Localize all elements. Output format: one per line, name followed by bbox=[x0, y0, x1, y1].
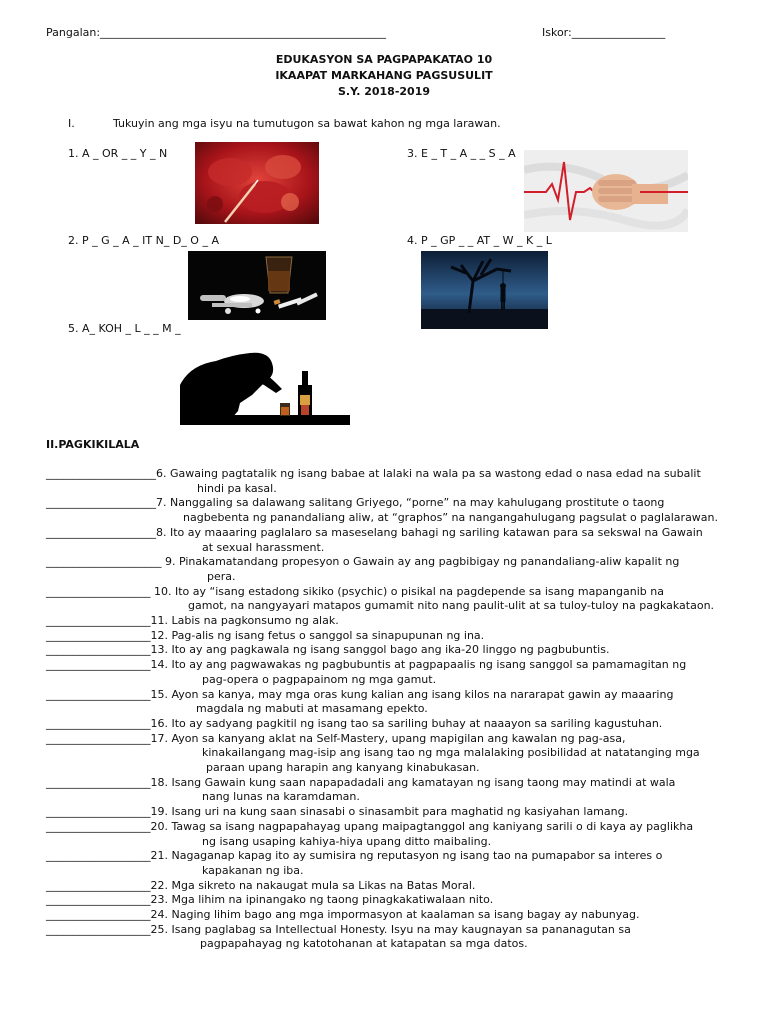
name-field-label: Pangalan:____________________________________________________ bbox=[46, 26, 387, 39]
school-year: S.Y. 2018-2019 bbox=[337, 85, 431, 98]
answer-blank[interactable]: ____________________ bbox=[46, 525, 156, 539]
question-text-continued: hindi pa kasal. bbox=[197, 481, 277, 495]
identification-item bbox=[46, 614, 339, 629]
answer-blank[interactable]: ___________________ bbox=[46, 584, 151, 598]
question-text: 24. Naging lihim bago ang mga impormasyon at kaalaman sa isang bagay ay nabunyag. bbox=[150, 908, 640, 921]
subject-title: EDUKASYON SA PAGPAPAKATAO 10 bbox=[275, 53, 493, 66]
question-text: 22. Mga sikreto na nakaugat mula sa Likas na Batas Moral. bbox=[150, 878, 476, 892]
identification-item bbox=[46, 820, 693, 835]
heartbeat-fist-image bbox=[524, 150, 688, 232]
answer-blank[interactable]: ___________________ bbox=[46, 643, 151, 657]
identification-item bbox=[46, 923, 631, 938]
question-text: 16. Ito ay sadyang pagkitil ng isang tao sa sariling buhay at naaayon sa sariling kagustuhan. bbox=[150, 716, 663, 730]
part2-heading: II.PAGKIKILALA bbox=[46, 438, 140, 451]
identification-item bbox=[46, 688, 673, 703]
question-text: 9. Pinakamatandang propesyon o Gawain ay ang pagbibigay ng panandaliang-aliw kapalit ng bbox=[161, 555, 680, 569]
identification-item bbox=[46, 849, 662, 864]
identification-item bbox=[46, 658, 686, 673]
question-text: 21. Nagaganap kapag ito ay sumisira ng reputasyon ng isang tao na pumapabor sa interes o bbox=[150, 849, 663, 863]
answer-blank[interactable]: ___________________ bbox=[46, 775, 151, 789]
question-text: 18. Isang Gawain kung saan napapadadali ang kamatayan ng isang taong may matindi at wala bbox=[150, 775, 676, 789]
answer-blank[interactable]: ___________________ bbox=[46, 716, 151, 730]
exam-title: IKAAPAT MARKAHANG PAGSUSULIT bbox=[275, 69, 493, 82]
question-text: 25. Isang paglabag sa Intellectual Honesty. Isyu na may kaugnayan sa pananagutan sa bbox=[150, 922, 631, 936]
question-text-continued: nang lunas na karamdaman. bbox=[202, 790, 360, 804]
question-text: 15. Ayon sa kanya, may mga oras kung kalian ang isang kilos na nararapat gawin ay maaaring bbox=[150, 687, 674, 701]
answer-blank[interactable]: ___________________ bbox=[46, 614, 151, 627]
question-text-continued: pagpapahayag ng katotohanan at katapatan sa mga datos. bbox=[200, 937, 528, 951]
identification-item bbox=[46, 717, 662, 732]
identification-item bbox=[46, 643, 609, 658]
item3-label: 3. E _ T _ A _ _ S _ A bbox=[407, 147, 516, 160]
drugs-alcohol-image bbox=[188, 251, 326, 320]
identification-item bbox=[46, 879, 475, 894]
score-field-label: Iskor:_________________ bbox=[542, 26, 666, 39]
answer-blank[interactable]: ___________________ bbox=[46, 687, 151, 701]
answer-blank[interactable]: ___________________ bbox=[46, 628, 151, 642]
item4-label: 4. P _ GP _ _ AT _ W _ K _ L bbox=[407, 234, 552, 247]
identification-item bbox=[46, 805, 628, 820]
question-text-continued: kinakailangang mag-isip ang isang tao ng mga malalaking posibilidad at natatanging mga bbox=[202, 746, 700, 760]
question-text: 11. Labis na pagkonsumo ng alak. bbox=[150, 614, 339, 627]
question-text-continued: nagbebenta ng panandaliang aliw, at “graphos” na nangangahulugang pagsulat o paglalarawan. bbox=[183, 511, 719, 525]
identification-item bbox=[46, 776, 675, 791]
part1-number: I. bbox=[68, 117, 75, 130]
hanging-tree-image bbox=[421, 251, 548, 329]
question-text: 7. Nanggaling sa dalawang salitang Griyego, “porne” na may kahulugang prostitute o taong bbox=[156, 496, 665, 510]
fetus-embryo-image bbox=[195, 142, 319, 224]
question-text-continued: ng isang usaping kahiya-hiya upang ditto maibaling. bbox=[202, 834, 492, 848]
answer-blank[interactable]: ___________________ bbox=[46, 893, 151, 907]
question-text: 10. Ito ay “isang estadong sikiko (psychic) o pisikal na pagdepende sa isang mapanganib na bbox=[150, 584, 664, 598]
identification-item bbox=[46, 908, 640, 923]
part1-instruction: Tukuyin ang mga isyu na tumutugon sa bawat kahon ng mga larawan. bbox=[113, 117, 501, 130]
question-text-continued: gamot, na nangyayari matapos gumamit nito nang paulit-ulit at sa tuloy-tuloy na pagkakataon. bbox=[188, 599, 715, 613]
item5-label: 5. A_ KOH _ L _ _ M _ bbox=[68, 322, 181, 335]
question-text: 17. Ayon sa kanyang aklat na Self-Mastery, upang mapigilan ang kawalan ng pag-asa, bbox=[150, 731, 626, 745]
question-text: 8. Ito ay maaaring paglalaro sa maseselang bahagi ng sariling katawan para sa sekswal na Gawain bbox=[156, 525, 703, 539]
identification-item bbox=[46, 893, 493, 908]
item2-label: 2. P _ G _ A _ IT N_ D_ O _ A bbox=[68, 234, 219, 247]
question-text: 6. Gawaing pagtatalik ng isang babae at lalaki na wala pa sa wastong edad o nasa edad na subalit bbox=[156, 467, 701, 480]
question-text: 23. Mga lihim na ipinangako ng taong pinagkakatiwalaan nito. bbox=[150, 893, 494, 907]
answer-blank[interactable]: ___________________ bbox=[46, 878, 151, 892]
identification-item bbox=[46, 585, 664, 600]
question-text: 13. Ito ay ang pagkawala ng isang sanggol bago ang ika-20 linggo ng pagbubuntis. bbox=[150, 643, 610, 657]
question-text-continued: pag-opera o pagpapainom ng mga gamut. bbox=[202, 672, 437, 686]
question-text-continued: pera. bbox=[207, 569, 236, 583]
identification-item bbox=[46, 732, 625, 747]
question-text: 14. Ito ay ang pagwawakas ng pagbubuntis at pagpapaalis ng isang sanggol sa pamamagitan ng bbox=[150, 658, 687, 672]
answer-blank[interactable]: ____________________ bbox=[46, 496, 156, 510]
item1-label: 1. A _ OR _ _ Y _ N bbox=[68, 147, 168, 160]
answer-blank[interactable]: ___________________ bbox=[46, 849, 151, 863]
answer-blank[interactable]: ___________________ bbox=[46, 658, 151, 672]
question-text-continued: paraan upang harapin ang kanyang kinabukasan. bbox=[206, 761, 480, 774]
question-text-continued: at sexual harassment. bbox=[202, 540, 325, 554]
question-text: 12. Pag-alis ng isang fetus o sanggol sa sinapupunan ng ina. bbox=[150, 628, 485, 642]
answer-blank[interactable]: ___________________ bbox=[46, 805, 151, 819]
identification-item bbox=[46, 629, 484, 644]
answer-blank[interactable]: _____________________ bbox=[46, 555, 162, 569]
identification-item bbox=[46, 526, 703, 541]
question-text-continued: magdala ng mabuti at masamang epekto. bbox=[196, 702, 428, 716]
drunk-silhouette-image bbox=[180, 345, 350, 425]
question-text: 20. Tawag sa isang nagpapahayag upang maipagtanggol ang kaniyang sarili o di kaya ay paglikha bbox=[150, 819, 694, 833]
answer-blank[interactable]: ___________________ bbox=[46, 731, 151, 745]
answer-blank[interactable]: ____________________ bbox=[46, 467, 156, 480]
question-text: 19. Isang uri na kung saan sinasabi o sinasambit para maghatid ng kasiyahan lamang. bbox=[150, 805, 629, 819]
identification-item bbox=[46, 555, 679, 570]
identification-item bbox=[46, 496, 664, 511]
identification-item bbox=[46, 467, 701, 482]
answer-blank[interactable]: ___________________ bbox=[46, 908, 151, 921]
answer-blank[interactable]: ___________________ bbox=[46, 819, 151, 833]
answer-blank[interactable]: ___________________ bbox=[46, 922, 151, 936]
question-text-continued: kapakanan ng iba. bbox=[202, 863, 304, 877]
